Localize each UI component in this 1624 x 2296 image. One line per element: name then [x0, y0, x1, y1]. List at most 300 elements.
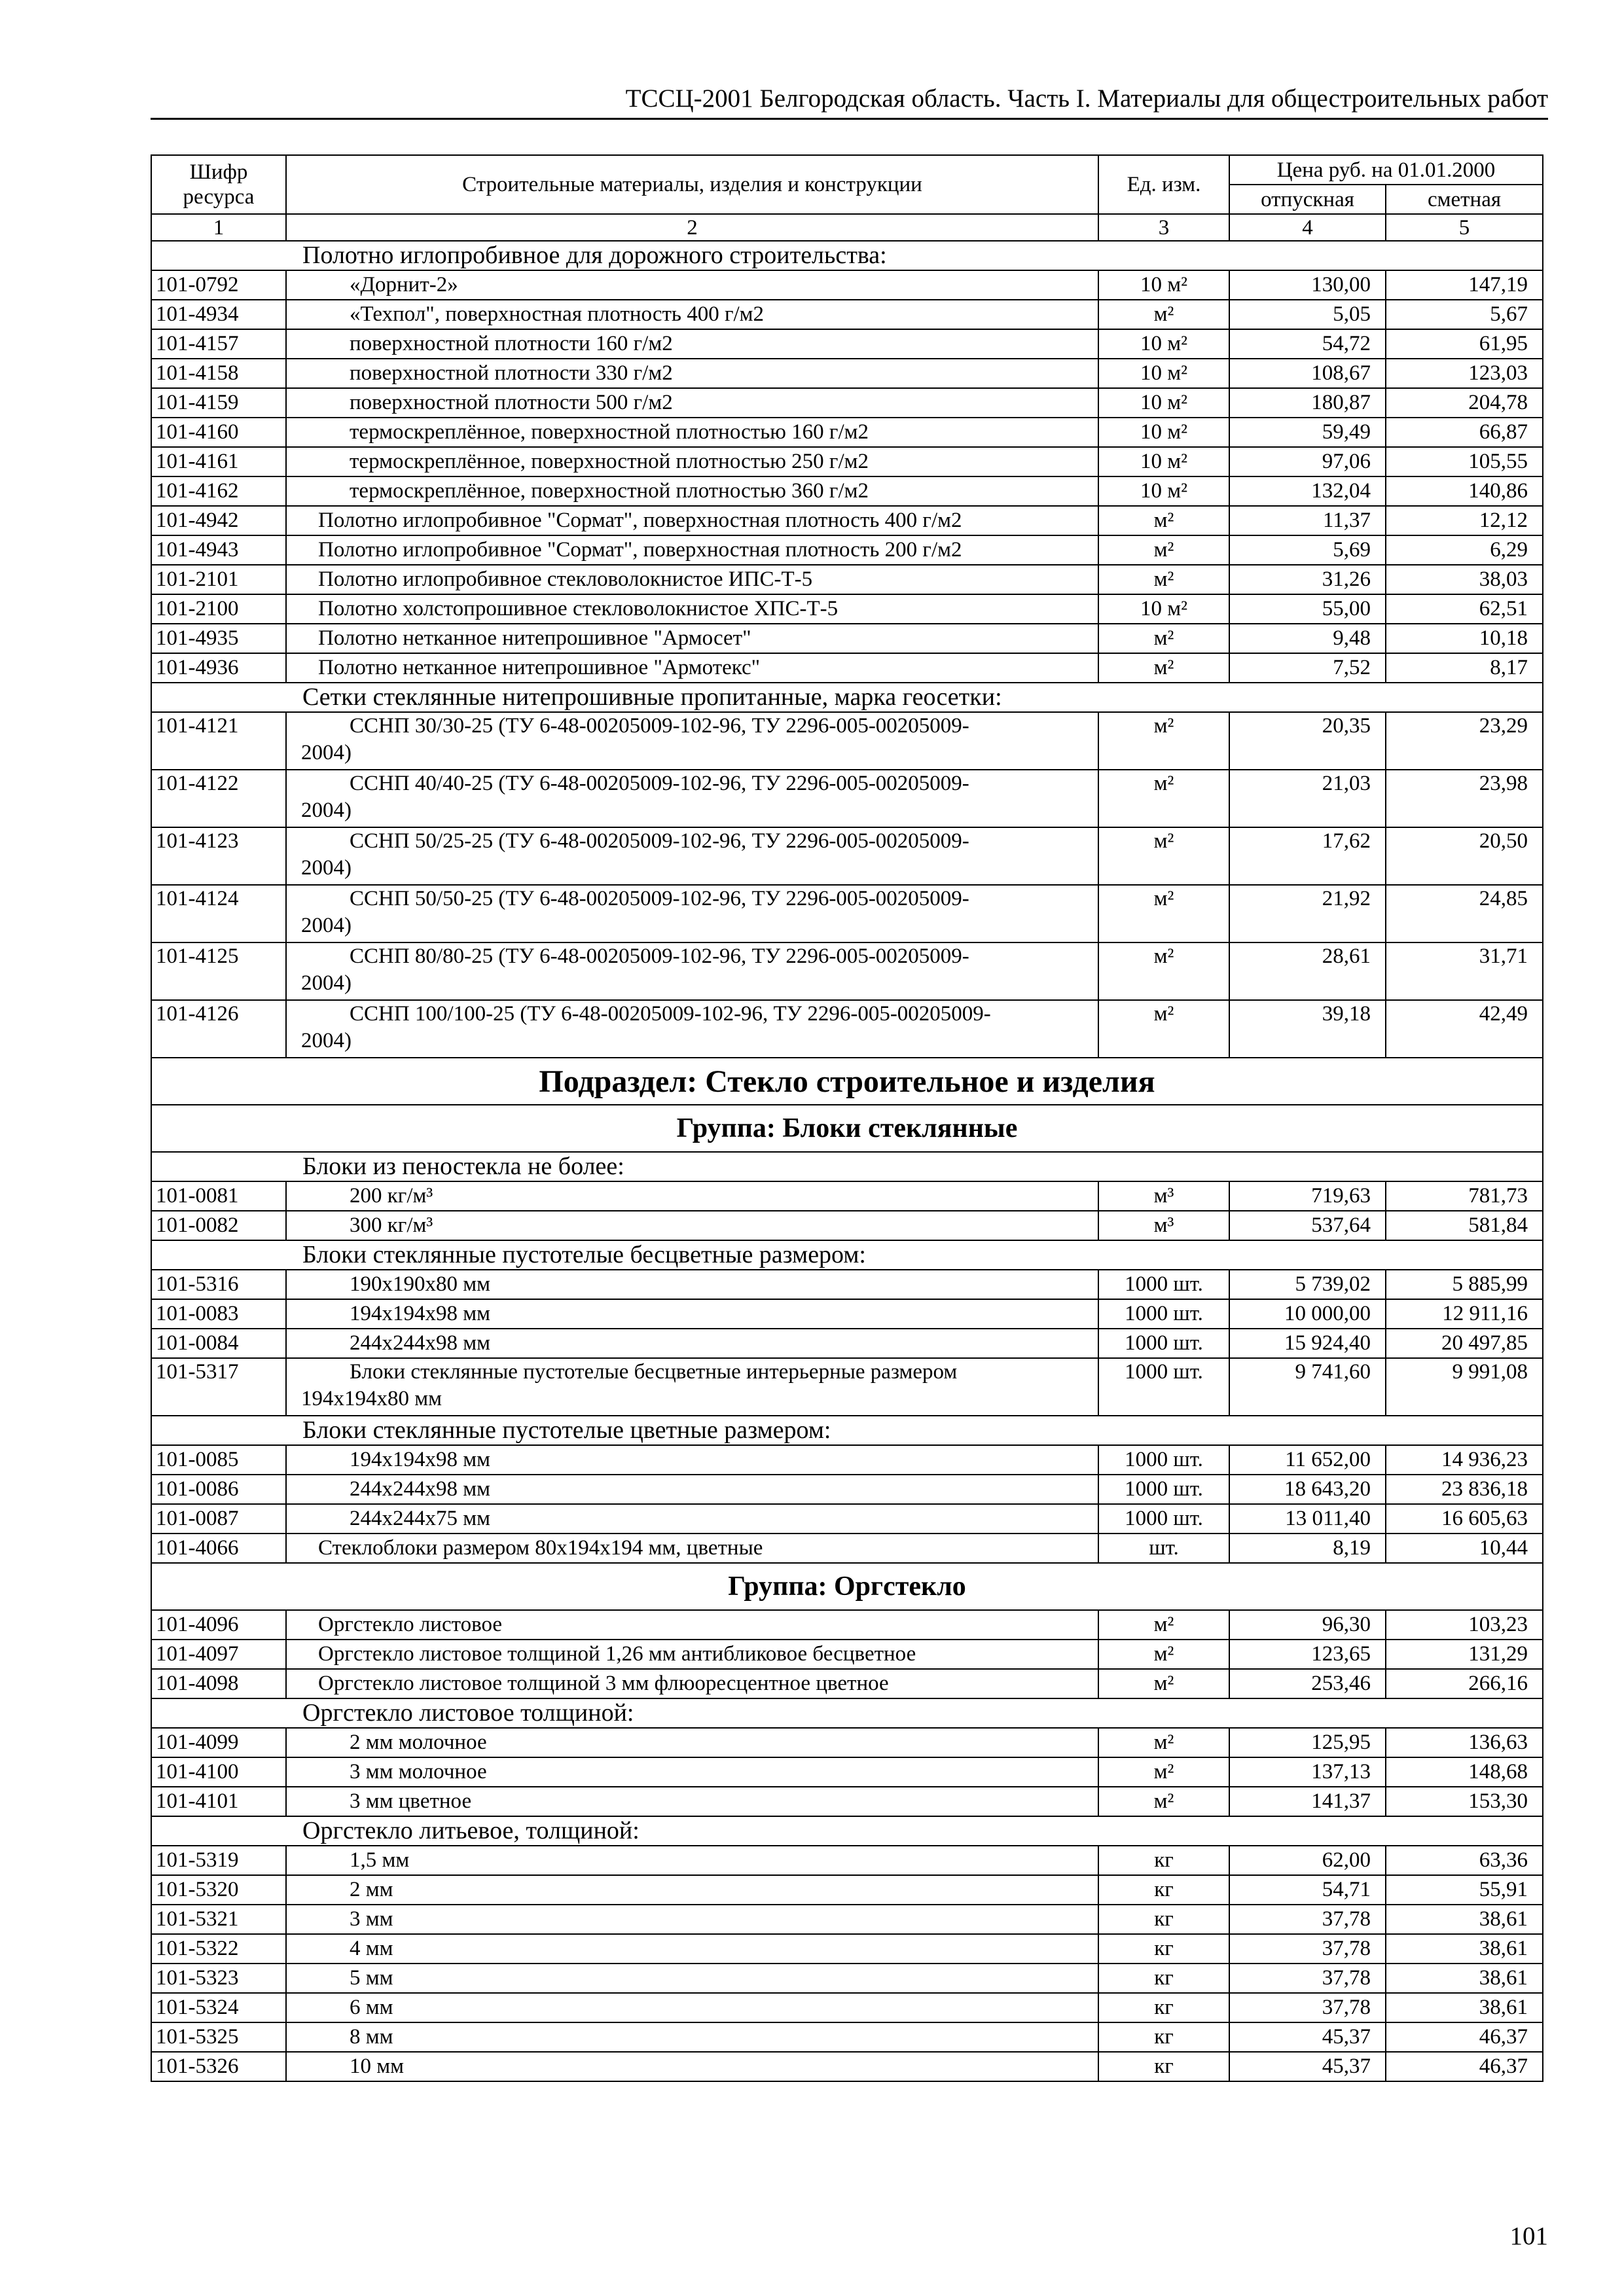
group-heading-row [151, 1105, 1543, 1152]
col-header-price-estimate: сметная [1386, 185, 1543, 214]
material-name: 190х190х80 мм [286, 1270, 1098, 1299]
price-estimate: 61,95 [1386, 329, 1543, 359]
resource-code: 101-0081 [151, 1181, 286, 1211]
price-release: 62,00 [1229, 1846, 1386, 1875]
price-estimate: 12,12 [1386, 506, 1543, 535]
material-name: 10 мм [286, 2052, 1098, 2081]
table-row [151, 1211, 1543, 1240]
material-name: 244х244х98 мм [286, 1329, 1098, 1358]
price-release: 253,46 [1229, 1669, 1386, 1698]
unit-of-measure: м³ [1098, 1181, 1229, 1211]
group-title-row [151, 1816, 1543, 1846]
price-release: 37,78 [1229, 1964, 1386, 1993]
table-row [151, 1504, 1543, 1534]
unit-of-measure: 1000 шт. [1098, 1299, 1229, 1329]
resource-code: 101-4160 [151, 418, 286, 447]
price-release: 11,37 [1229, 506, 1386, 535]
material-name [286, 770, 1098, 827]
unit-of-measure: кг [1098, 1875, 1229, 1905]
material-name-line2: 2004) [301, 856, 352, 880]
col-header-code: Шифр ресурса [151, 155, 286, 214]
material-name-line2: 194х194х80 мм [301, 1387, 442, 1410]
material-name-line1: ССНП 50/25-25 (ТУ 6-48-00205009-102-96, ТУ 2296-005-00205009- [350, 829, 969, 853]
unit-of-measure: м² [1098, 1610, 1229, 1640]
price-release: 17,62 [1229, 827, 1386, 885]
price-release: 28,61 [1229, 942, 1386, 1000]
unit-of-measure: кг [1098, 2022, 1229, 2052]
price-release: 15 924,40 [1229, 1329, 1386, 1358]
material-name: Полотно нетканное нитепрошивное "Армотекс" [286, 653, 1098, 683]
material-name: поверхностной плотности 500 г/м2 [286, 388, 1098, 418]
price-estimate: 16 605,63 [1386, 1504, 1543, 1534]
table-row [151, 565, 1543, 594]
material-name-line1: ССНП 50/50-25 (ТУ 6-48-00205009-102-96, ТУ 2296-005-00205009- [350, 887, 969, 910]
table-row [151, 942, 1543, 1000]
subsection-title: Подраздел: Стекло строительное и изделия [151, 1058, 1543, 1105]
table-row [151, 1610, 1543, 1640]
price-estimate: 148,68 [1386, 1757, 1543, 1787]
material-name-line1: ССНП 100/100-25 (ТУ 6-48-00205009-102-96, ТУ 2296-005-00205009- [350, 1002, 991, 1026]
resource-code: 101-5322 [151, 1934, 286, 1964]
price-estimate: 12 911,16 [1386, 1299, 1543, 1329]
price-release: 8,19 [1229, 1534, 1386, 1563]
table-row [151, 885, 1543, 942]
unit-of-measure: 1000 шт. [1098, 1475, 1229, 1504]
price-estimate: 5 885,99 [1386, 1270, 1543, 1299]
price-release: 13 011,40 [1229, 1504, 1386, 1534]
resource-code: 101-4097 [151, 1640, 286, 1669]
unit-of-measure: м² [1098, 712, 1229, 770]
price-estimate: 131,29 [1386, 1640, 1543, 1669]
unit-of-measure: 10 м² [1098, 594, 1229, 624]
material-name: 300 кг/м³ [286, 1211, 1098, 1240]
resource-code: 101-0086 [151, 1475, 286, 1504]
resource-code: 101-4123 [151, 827, 286, 885]
unit-of-measure: м² [1098, 827, 1229, 885]
table-row [151, 1475, 1543, 1504]
material-name-line2: 2004) [301, 1029, 352, 1052]
price-estimate: 62,51 [1386, 594, 1543, 624]
resource-code: 101-5324 [151, 1993, 286, 2022]
price-release: 45,37 [1229, 2022, 1386, 2052]
material-name [286, 712, 1098, 770]
material-name: Полотно холстопрошивное стекловолокнистое ХПС-Т-5 [286, 594, 1098, 624]
table-row [151, 1358, 1543, 1416]
table-row [151, 1846, 1543, 1875]
price-estimate: 55,91 [1386, 1875, 1543, 1905]
price-release: 54,72 [1229, 329, 1386, 359]
price-estimate: 38,61 [1386, 1934, 1543, 1964]
price-estimate: 38,61 [1386, 1964, 1543, 1993]
material-name: Оргстекло листовое толщиной 3 мм флюоресцентное цветное [286, 1669, 1098, 1698]
price-estimate: 20 497,85 [1386, 1329, 1543, 1358]
table-row [151, 1270, 1543, 1299]
material-name [286, 885, 1098, 942]
table-row [151, 1757, 1543, 1787]
unit-of-measure: кг [1098, 2052, 1229, 2081]
resource-code: 101-4121 [151, 712, 286, 770]
material-name: Оргстекло листовое [286, 1610, 1098, 1640]
unit-of-measure: 10 м² [1098, 270, 1229, 300]
price-estimate: 103,23 [1386, 1610, 1543, 1640]
resource-code: 101-4162 [151, 476, 286, 506]
price-release: 37,78 [1229, 1905, 1386, 1934]
group-title: Блоки стеклянные пустотелые цветные размером: [151, 1416, 1543, 1445]
price-release: 5,69 [1229, 535, 1386, 565]
price-release: 37,78 [1229, 1934, 1386, 1964]
material-name: 194х194х98 мм [286, 1299, 1098, 1329]
material-name: 2 мм [286, 1875, 1098, 1905]
unit-of-measure: 1000 шт. [1098, 1329, 1229, 1358]
price-release: 123,65 [1229, 1640, 1386, 1669]
material-name-line1: Блоки стеклянные пустотелые бесцветные интерьерные размером [350, 1360, 958, 1384]
table-row [151, 2022, 1543, 2052]
resource-code: 101-4099 [151, 1728, 286, 1757]
resource-code: 101-4159 [151, 388, 286, 418]
group-title: Сетки стеклянные нитепрошивные пропитанные, марка геосетки: [151, 683, 1543, 712]
unit-of-measure: кг [1098, 1964, 1229, 1993]
material-name: Полотно нетканное нитепрошивное "Армосет" [286, 624, 1098, 653]
page-header-title: ТССЦ-2001 Белгородская область. Часть I. Материалы для общестроительных работ [625, 84, 1548, 113]
col-header-price: Цена руб. на 01.01.2000 [1229, 155, 1543, 185]
group-title: Полотно иглопробивное для дорожного строительства: [151, 241, 1543, 270]
price-estimate: 23,98 [1386, 770, 1543, 827]
table-row [151, 1875, 1543, 1905]
page-number: 101 [1509, 2222, 1548, 2250]
price-estimate: 31,71 [1386, 942, 1543, 1000]
resource-code: 101-4934 [151, 300, 286, 329]
table-row [151, 506, 1543, 535]
price-estimate: 46,37 [1386, 2022, 1543, 2052]
price-estimate: 66,87 [1386, 418, 1543, 447]
resource-code: 101-2100 [151, 594, 286, 624]
price-estimate: 6,29 [1386, 535, 1543, 565]
resource-code: 101-4935 [151, 624, 286, 653]
col-number: 4 [1229, 214, 1386, 241]
material-name [286, 1358, 1098, 1416]
price-estimate: 153,30 [1386, 1787, 1543, 1816]
resource-code: 101-0084 [151, 1329, 286, 1358]
price-release: 137,13 [1229, 1757, 1386, 1787]
price-estimate: 581,84 [1386, 1211, 1543, 1240]
price-release: 7,52 [1229, 653, 1386, 683]
material-name [286, 827, 1098, 885]
unit-of-measure: 1000 шт. [1098, 1358, 1229, 1416]
price-estimate: 140,86 [1386, 476, 1543, 506]
price-release: 39,18 [1229, 1000, 1386, 1058]
table-row [151, 1787, 1543, 1816]
price-estimate: 20,50 [1386, 827, 1543, 885]
price-release: 59,49 [1229, 418, 1386, 447]
col-number: 3 [1098, 214, 1229, 241]
price-estimate: 24,85 [1386, 885, 1543, 942]
group-title-row [151, 241, 1543, 270]
price-release: 21,03 [1229, 770, 1386, 827]
resource-code: 101-5319 [151, 1846, 286, 1875]
material-name [286, 1000, 1098, 1058]
table-row [151, 535, 1543, 565]
group-heading-row [151, 1563, 1543, 1610]
material-name: «Дорнит-2» [286, 270, 1098, 300]
material-name: 3 мм цветное [286, 1787, 1098, 1816]
table-row [151, 388, 1543, 418]
unit-of-measure: м² [1098, 1787, 1229, 1816]
unit-of-measure: 10 м² [1098, 447, 1229, 476]
group-title: Оргстекло листовое толщиной: [151, 1698, 1543, 1728]
material-name: 4 мм [286, 1934, 1098, 1964]
resource-code: 101-4936 [151, 653, 286, 683]
material-name-line1: ССНП 80/80-25 (ТУ 6-48-00205009-102-96, ТУ 2296-005-00205009- [350, 944, 969, 968]
material-name: Полотно иглопробивное "Сормат", поверхностная плотность 200 г/м2 [286, 535, 1098, 565]
material-name: 244х244х98 мм [286, 1475, 1098, 1504]
col-number: 2 [286, 214, 1098, 241]
price-table [151, 154, 1543, 2082]
unit-of-measure: 10 м² [1098, 359, 1229, 388]
group-title: Блоки из пеностекла не более: [151, 1152, 1543, 1181]
group-title-row [151, 1152, 1543, 1181]
table-row [151, 624, 1543, 653]
material-name: 8 мм [286, 2022, 1098, 2052]
resource-code: 101-4161 [151, 447, 286, 476]
unit-of-measure: м² [1098, 770, 1229, 827]
price-release: 18 643,20 [1229, 1475, 1386, 1504]
price-release: 141,37 [1229, 1787, 1386, 1816]
resource-code: 101-4126 [151, 1000, 286, 1058]
unit-of-measure: м² [1098, 1000, 1229, 1058]
resource-code: 101-4125 [151, 942, 286, 1000]
col-number: 5 [1386, 214, 1543, 241]
price-release: 9,48 [1229, 624, 1386, 653]
price-release: 20,35 [1229, 712, 1386, 770]
table-row [151, 712, 1543, 770]
col-header-unit: Ед. изм. [1098, 155, 1229, 214]
unit-of-measure: 10 м² [1098, 476, 1229, 506]
unit-of-measure: кг [1098, 1934, 1229, 1964]
unit-of-measure: м² [1098, 535, 1229, 565]
unit-of-measure: м² [1098, 565, 1229, 594]
group-title: Оргстекло литьевое, толщиной: [151, 1816, 1543, 1846]
price-release: 5,05 [1229, 300, 1386, 329]
unit-of-measure: м² [1098, 1757, 1229, 1787]
price-estimate: 38,61 [1386, 1993, 1543, 2022]
price-release: 31,26 [1229, 565, 1386, 594]
resource-code: 101-0082 [151, 1211, 286, 1240]
resource-code: 101-5316 [151, 1270, 286, 1299]
resource-code: 101-4100 [151, 1757, 286, 1787]
table-row [151, 359, 1543, 388]
price-release: 125,95 [1229, 1728, 1386, 1757]
table-row [151, 1905, 1543, 1934]
price-estimate: 123,03 [1386, 359, 1543, 388]
col-number: 1 [151, 214, 286, 241]
unit-of-measure: 10 м² [1098, 388, 1229, 418]
unit-of-measure: м³ [1098, 1211, 1229, 1240]
material-name: термоскреплённое, поверхностной плотностью 160 г/м2 [286, 418, 1098, 447]
material-name-line2: 2004) [301, 971, 352, 995]
resource-code: 101-5321 [151, 1905, 286, 1934]
price-release: 537,64 [1229, 1211, 1386, 1240]
unit-of-measure: 1000 шт. [1098, 1504, 1229, 1534]
table-row [151, 1000, 1543, 1058]
material-name: 2 мм молочное [286, 1728, 1098, 1757]
material-name: Стеклоблоки размером 80х194х194 мм, цветные [286, 1534, 1098, 1563]
material-name: поверхностной плотности 330 г/м2 [286, 359, 1098, 388]
unit-of-measure: м² [1098, 1640, 1229, 1669]
group-title-row [151, 683, 1543, 712]
resource-code: 101-5325 [151, 2022, 286, 2052]
table-row [151, 1181, 1543, 1211]
table-row [151, 1299, 1543, 1329]
unit-of-measure: кг [1098, 1905, 1229, 1934]
table-row [151, 2052, 1543, 2081]
material-name: поверхностной плотности 160 г/м2 [286, 329, 1098, 359]
unit-of-measure: 1000 шт. [1098, 1445, 1229, 1475]
table-row [151, 270, 1543, 300]
resource-code: 101-5320 [151, 1875, 286, 1905]
price-estimate: 8,17 [1386, 653, 1543, 683]
resource-code: 101-4157 [151, 329, 286, 359]
resource-code: 101-5326 [151, 2052, 286, 2081]
price-estimate: 38,61 [1386, 1905, 1543, 1934]
table-row [151, 770, 1543, 827]
price-estimate: 38,03 [1386, 565, 1543, 594]
table-row [151, 300, 1543, 329]
price-estimate: 10,44 [1386, 1534, 1543, 1563]
table-row [151, 653, 1543, 683]
table-row [151, 418, 1543, 447]
resource-code: 101-4098 [151, 1669, 286, 1698]
price-estimate: 63,36 [1386, 1846, 1543, 1875]
price-estimate: 204,78 [1386, 388, 1543, 418]
resource-code: 101-4122 [151, 770, 286, 827]
price-estimate: 781,73 [1386, 1181, 1543, 1211]
material-name: 1,5 мм [286, 1846, 1098, 1875]
table-row [151, 1445, 1543, 1475]
material-name: Полотно иглопробивное "Сормат", поверхностная плотность 400 г/м2 [286, 506, 1098, 535]
material-name: 194х194х98 мм [286, 1445, 1098, 1475]
price-release: 97,06 [1229, 447, 1386, 476]
material-name [286, 942, 1098, 1000]
table-row [151, 1934, 1543, 1964]
group-heading: Группа: Блоки стеклянные [151, 1105, 1543, 1152]
table-row [151, 594, 1543, 624]
price-estimate: 23 836,18 [1386, 1475, 1543, 1504]
resource-code: 101-5317 [151, 1358, 286, 1416]
resource-code: 101-4066 [151, 1534, 286, 1563]
material-name-line1: ССНП 30/30-25 (ТУ 6-48-00205009-102-96, ТУ 2296-005-00205009- [350, 714, 969, 738]
unit-of-measure: м² [1098, 942, 1229, 1000]
unit-of-measure: шт. [1098, 1534, 1229, 1563]
resource-code: 101-0085 [151, 1445, 286, 1475]
resource-code: 101-0792 [151, 270, 286, 300]
unit-of-measure: 10 м² [1098, 418, 1229, 447]
price-estimate: 46,37 [1386, 2052, 1543, 2081]
price-release: 9 741,60 [1229, 1358, 1386, 1416]
price-estimate: 136,63 [1386, 1728, 1543, 1757]
material-name: 5 мм [286, 1964, 1098, 1993]
price-estimate: 10,18 [1386, 624, 1543, 653]
resource-code: 101-4943 [151, 535, 286, 565]
price-release: 21,92 [1229, 885, 1386, 942]
price-release: 5 739,02 [1229, 1270, 1386, 1299]
resource-code: 101-0087 [151, 1504, 286, 1534]
group-title-row [151, 1698, 1543, 1728]
table-row [151, 447, 1543, 476]
col-header-name: Строительные материалы, изделия и конструкции [286, 155, 1098, 214]
resource-code: 101-2101 [151, 565, 286, 594]
material-name: 200 кг/м³ [286, 1181, 1098, 1211]
price-estimate: 23,29 [1386, 712, 1543, 770]
material-name: 3 мм молочное [286, 1757, 1098, 1787]
material-name: Полотно иглопробивное стекловолокнистое ИПС-Т-5 [286, 565, 1098, 594]
table-row [151, 1728, 1543, 1757]
unit-of-measure: кг [1098, 1846, 1229, 1875]
material-name: Оргстекло листовое толщиной 1,26 мм антибликовое бесцветное [286, 1640, 1098, 1669]
resource-code: 101-5323 [151, 1964, 286, 1993]
header-rule [151, 118, 1548, 120]
table-row [151, 476, 1543, 506]
group-title-row [151, 1416, 1543, 1445]
price-release: 130,00 [1229, 270, 1386, 300]
price-release: 11 652,00 [1229, 1445, 1386, 1475]
material-name: 3 мм [286, 1905, 1098, 1934]
material-name-line2: 2004) [301, 741, 352, 764]
material-name: 244х244х75 мм [286, 1504, 1098, 1534]
resource-code: 101-4158 [151, 359, 286, 388]
resource-code: 101-4101 [151, 1787, 286, 1816]
price-estimate: 147,19 [1386, 270, 1543, 300]
table-row [151, 329, 1543, 359]
unit-of-measure: м² [1098, 653, 1229, 683]
unit-of-measure: 1000 шт. [1098, 1270, 1229, 1299]
table-row [151, 1669, 1543, 1698]
unit-of-measure: м² [1098, 885, 1229, 942]
price-release: 132,04 [1229, 476, 1386, 506]
unit-of-measure: 10 м² [1098, 329, 1229, 359]
table-row [151, 1993, 1543, 2022]
price-release: 54,71 [1229, 1875, 1386, 1905]
material-name: 6 мм [286, 1993, 1098, 2022]
material-name-line1: ССНП 40/40-25 (ТУ 6-48-00205009-102-96, ТУ 2296-005-00205009- [350, 772, 969, 795]
unit-of-measure: м² [1098, 300, 1229, 329]
group-title: Блоки стеклянные пустотелые бесцветные размером: [151, 1240, 1543, 1270]
price-release: 108,67 [1229, 359, 1386, 388]
material-name: «Техпол", поверхностная плотность 400 г/м2 [286, 300, 1098, 329]
group-heading: Группа: Оргстекло [151, 1563, 1543, 1610]
price-estimate: 266,16 [1386, 1669, 1543, 1698]
price-estimate: 14 936,23 [1386, 1445, 1543, 1475]
price-estimate: 105,55 [1386, 447, 1543, 476]
price-release: 37,78 [1229, 1993, 1386, 2022]
resource-code: 101-4096 [151, 1610, 286, 1640]
material-name-line2: 2004) [301, 798, 352, 822]
price-release: 96,30 [1229, 1610, 1386, 1640]
table-row [151, 1329, 1543, 1358]
unit-of-measure: кг [1098, 1993, 1229, 2022]
unit-of-measure: м² [1098, 1728, 1229, 1757]
subsection-title-row [151, 1058, 1543, 1105]
col-header-price-release: отпускная [1229, 185, 1386, 214]
price-release: 10 000,00 [1229, 1299, 1386, 1329]
table-row [151, 1640, 1543, 1669]
resource-code: 101-4124 [151, 885, 286, 942]
resource-code: 101-4942 [151, 506, 286, 535]
resource-code: 101-0083 [151, 1299, 286, 1329]
price-estimate: 9 991,08 [1386, 1358, 1543, 1416]
price-estimate: 42,49 [1386, 1000, 1543, 1058]
material-name: термоскреплённое, поверхностной плотностью 250 г/м2 [286, 447, 1098, 476]
table-row [151, 1534, 1543, 1563]
